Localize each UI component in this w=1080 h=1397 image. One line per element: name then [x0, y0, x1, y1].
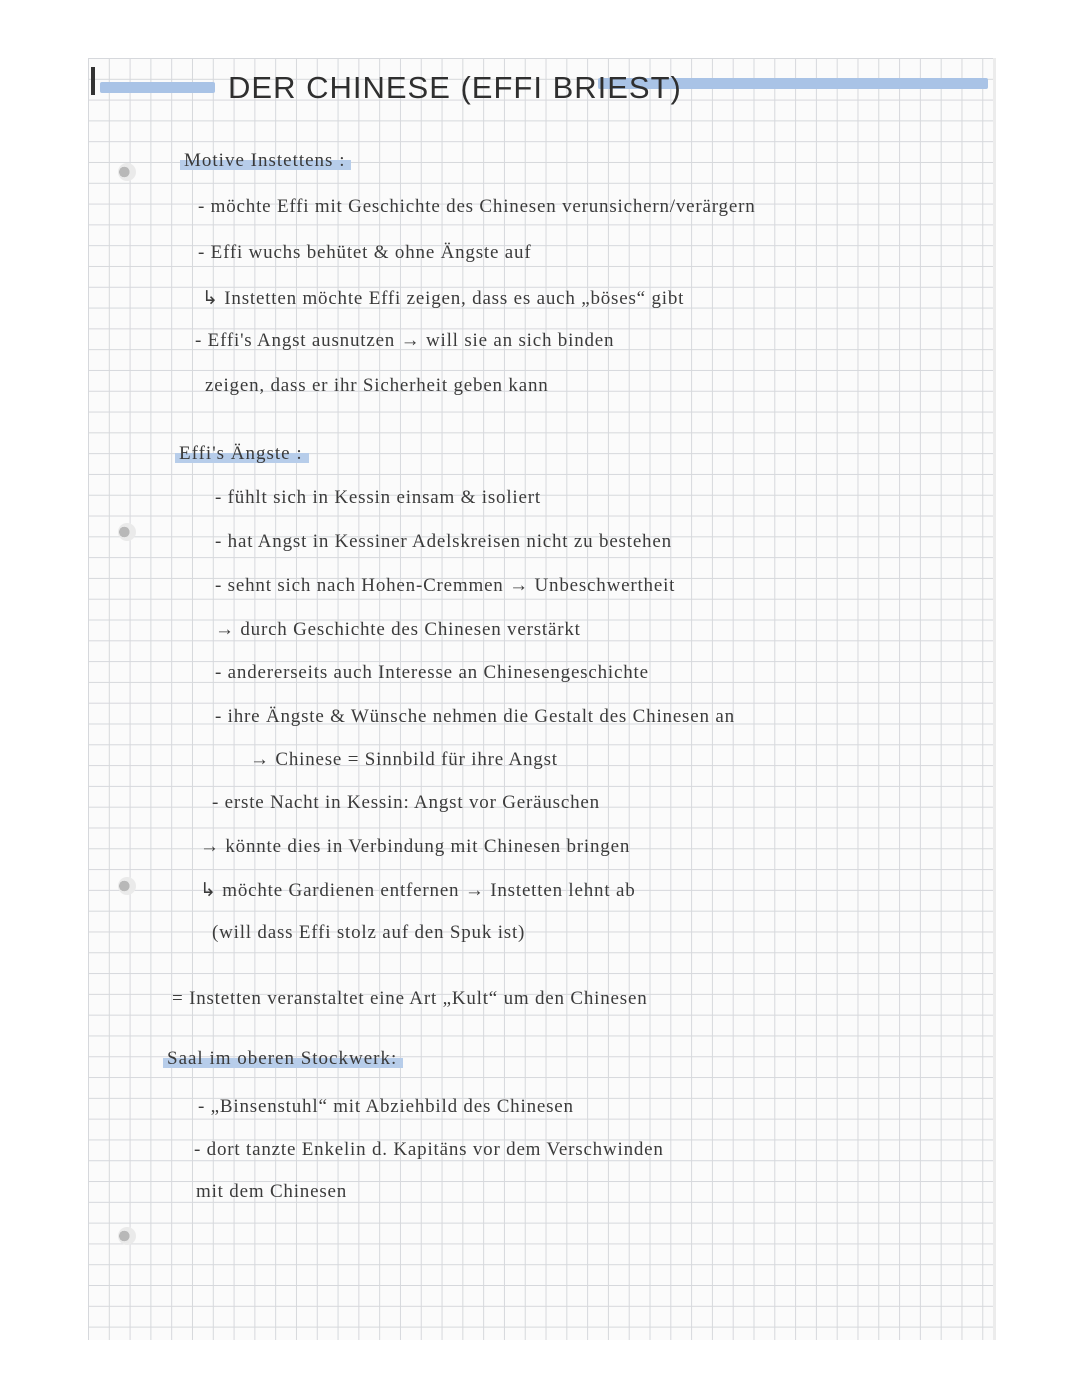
text-line: - dort tanzte Enkelin d. Kapitäns vor dem Verschwinden — [194, 1139, 664, 1160]
punch-hole — [118, 163, 136, 181]
text-line: ↳ möchte Gardienen entfernen → Instetten lehnt ab — [200, 880, 636, 901]
text-line: - „Binsenstuhl“ mit Abziehbild des Chinesen — [198, 1096, 574, 1117]
text-line: - ihre Ängste & Wünsche nehmen die Gestalt des Chinesen an — [215, 706, 735, 727]
text-line: - sehnt sich nach Hohen-Cremmen → Unbeschwertheit — [215, 575, 676, 596]
section-heading-saal: Saal im oberen Stockwerk: — [163, 1048, 403, 1070]
text-line: - erste Nacht in Kessin: Angst vor Geräuschen — [212, 792, 600, 813]
text-line: - möchte Effi mit Geschichte des Chinesen verunsichern/verärgern — [198, 196, 756, 217]
text-line: - hat Angst in Kessiner Adelskreisen nicht zu bestehen — [215, 531, 672, 552]
text-line: - fühlt sich in Kessin einsam & isoliert — [215, 487, 541, 508]
text-line: → durch Geschichte des Chinesen verstärkt — [215, 619, 581, 640]
text-line: - Effi wuchs behütet & ohne Ängste auf — [198, 242, 532, 263]
punch-hole — [118, 1227, 136, 1245]
punch-hole — [118, 877, 136, 895]
punch-hole — [118, 523, 136, 541]
text-line: → Chinese = Sinnbild für ihre Angst — [250, 749, 558, 770]
page-title: DER CHINESE (EFFI BRIEST) — [228, 70, 682, 105]
text-line: - andererseits auch Interesse an Chinesengeschichte — [215, 662, 649, 683]
text-line: mit dem Chinesen — [196, 1181, 348, 1202]
section-heading-aengste: Effi's Ängste : — [175, 443, 309, 465]
text-line: ↳ Instetten möchte Effi zeigen, dass es auch „böses“ gibt — [202, 288, 685, 309]
summary-line: = Instetten veranstaltet eine Art „Kult“ um den Chinesen — [172, 988, 648, 1009]
margin-mark — [91, 67, 95, 95]
section-heading-motive: Motive Instettens : — [180, 150, 351, 172]
text-line: → könnte dies in Verbindung mit Chinesen bringen — [200, 836, 631, 857]
text-line: (will dass Effi stolz auf den Spuk ist) — [212, 922, 526, 943]
text-line: zeigen, dass er ihr Sicherheit geben kann — [205, 375, 549, 396]
title-highlight-left — [100, 82, 215, 93]
text-line: - Effi's Angst ausnutzen → will sie an sich binden — [195, 330, 615, 351]
